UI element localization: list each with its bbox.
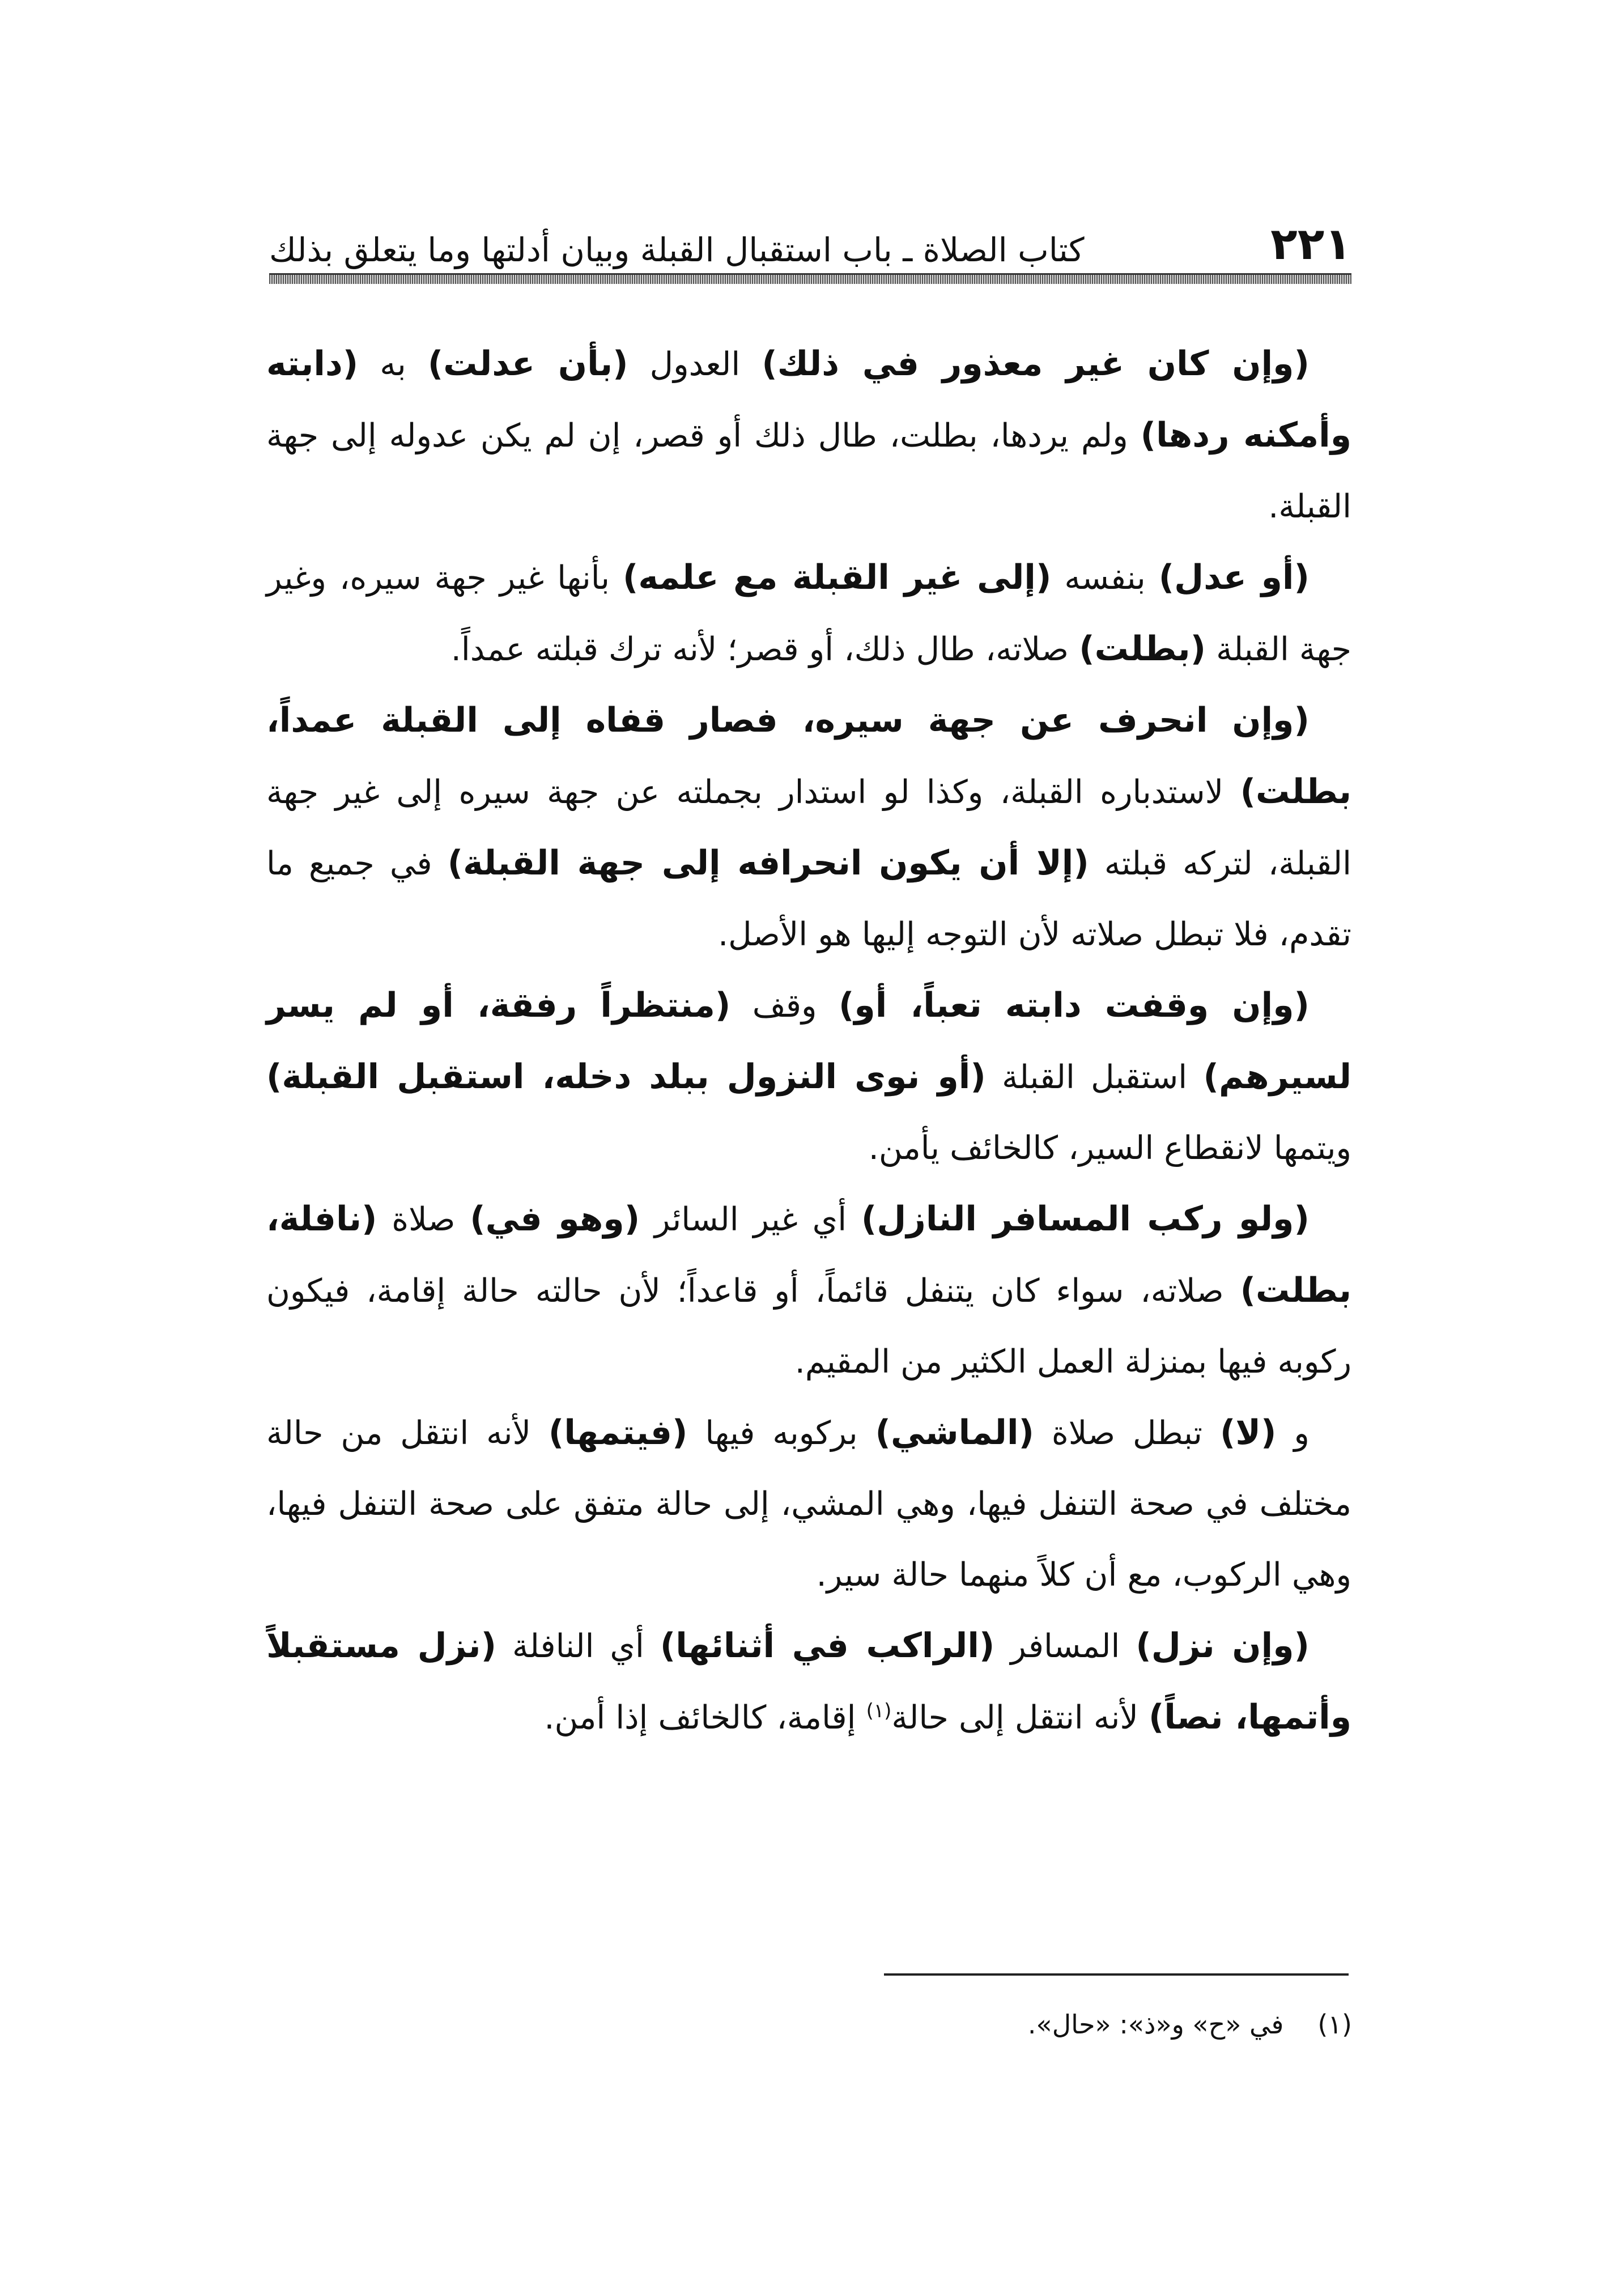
matn-text: (الماشي) (875, 1413, 1034, 1453)
footnote-reference: (١) (866, 1700, 892, 1722)
matn-text: (ولو ركب المسافر النازل) (861, 1199, 1310, 1239)
commentary-text: صلاته، طال ذلك، أو قصر؛ لأنه ترك قبلته عمداً. (450, 631, 1079, 668)
paragraph (266, 1398, 1351, 1611)
footnote-text: في «ح» و«ذ»: «حال». (1027, 2009, 1284, 2040)
matn-text: (وإن نزل) (1136, 1626, 1310, 1666)
paragraph (266, 685, 1351, 970)
matn-text: (وإن انحرف عن جهة سيره، فصار قفاه إلى القبلة عمداً، بطلت) (266, 700, 1351, 812)
footnote-separator (884, 1973, 1349, 1976)
commentary-text: أي النافلة (496, 1628, 660, 1665)
commentary-text: لاستدباره القبلة، وكذا لو استدار بجملته عن جهة سيره إلى غير جهة القبلة، لتركه قبلته (266, 774, 1351, 882)
matn-text: (إلى غير القبلة مع علمه) (622, 558, 1052, 597)
matn-text: (بأن عدلت) (427, 344, 628, 384)
paragraph (266, 970, 1351, 1184)
commentary-text: لأنه انتقل إلى حالة (891, 1699, 1149, 1736)
commentary-text: بنفسه (1051, 559, 1159, 597)
commentary-text: صلاته، سواء كان يتنفل قائماً، أو قاعداً؛ لأن حالته حالة إقامة، فيكون ركوبه فيها بمنزلة العمل الكثير من المقيم. (266, 1272, 1351, 1381)
matn-text: (أو نوى النزول ببلد دخله، استقبل القبلة) (266, 1057, 986, 1097)
matn-text: (وإن وقفت دابته تعباً، أو) (839, 986, 1310, 1025)
commentary-text: استقبل القبلة (985, 1059, 1204, 1096)
footnote (1028, 2009, 1352, 2040)
matn-text: (الراكب في أثنائها) (660, 1626, 995, 1666)
commentary-text: أي غير السائر (640, 1201, 861, 1238)
matn-text: (فيتمها) (548, 1413, 688, 1453)
matn-text: (لا) (1219, 1413, 1277, 1453)
body-text (266, 329, 1351, 1753)
commentary-text: و (1276, 1415, 1310, 1452)
matn-text: (نافلة، بطلت) (266, 1199, 1351, 1310)
commentary-text: إقامة، كالخائف إذا أمن. (544, 1699, 866, 1736)
matn-text: (وهو في) (470, 1199, 640, 1239)
paragraph (266, 542, 1351, 685)
commentary-text: صلاة (377, 1201, 470, 1238)
paragraph (266, 329, 1351, 542)
matn-text: (وإن كان غير معذور في ذلك) (762, 344, 1310, 384)
running-header-title: كتاب الصلاة ـ باب استقبال القبلة وبيان أدلتها وما يتعلق بذلك (269, 231, 1085, 269)
footnote-number: (١) (1317, 2009, 1352, 2040)
paragraph (266, 1611, 1351, 1753)
commentary-text: ولم يردها، بطلت، طال ذلك أو قصر، إن لم يكن عدوله إلى جهة القبلة. (266, 417, 1351, 525)
commentary-text: به (358, 346, 428, 383)
commentary-text: بأنها غير جهة سيره، وغير جهة القبلة (266, 559, 1351, 668)
matn-text: (دابته وأمكنه ردها) (266, 344, 1351, 455)
commentary-text: في جميع ما تقدم، فلا تبطل صلاته لأن التوجه إليها هو الأصل. (266, 845, 1351, 953)
paragraph (266, 1184, 1351, 1398)
commentary-text: المسافر (994, 1628, 1136, 1665)
matn-text: (منتظراً رفقة، أو لم يسر لسيرهم) (266, 986, 1351, 1097)
matn-text: (نزل مستقبلاً وأتمها، نصاً) (266, 1626, 1351, 1737)
commentary-text: بركوبه فيها (687, 1415, 875, 1452)
commentary-text: تبطل صلاة (1034, 1415, 1220, 1452)
header-rule (269, 273, 1351, 284)
page-number: ٢٢١ (1270, 219, 1351, 270)
commentary-text: وقف (730, 987, 839, 1025)
running-header (269, 204, 1351, 270)
commentary-text: لأنه انتقل من حالة مختلف في صحة التنفل فيها، وهي المشي، إلى حالة متفق على صحة التنفل فيها، وهي الركوب، مع أن كلاً منهما حالة سير. (266, 1415, 1351, 1594)
commentary-text: العدول (628, 346, 762, 383)
matn-text: (إلا أن يكون انحرافه إلى جهة القبلة) (447, 843, 1089, 883)
matn-text: (بطلت) (1079, 629, 1206, 669)
commentary-text: ويتمها لانقطاع السير، كالخائف يأمن. (868, 1129, 1351, 1167)
matn-text: (أو عدل) (1158, 558, 1310, 597)
